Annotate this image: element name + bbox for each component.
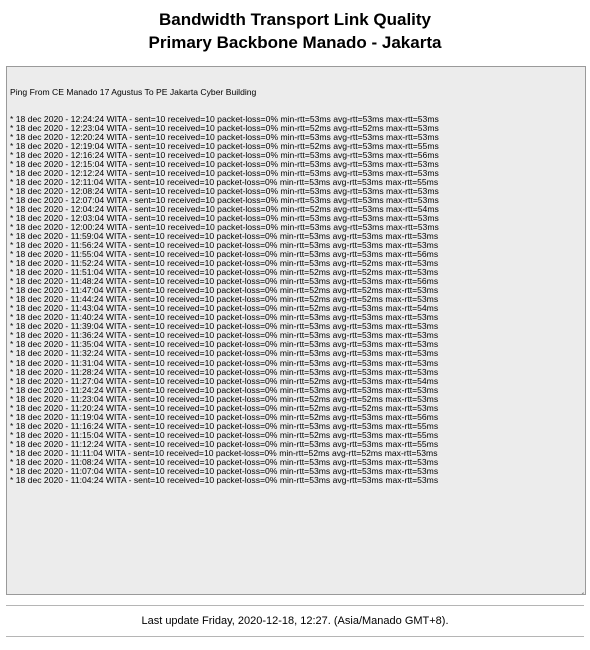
log-entry: * 18 dec 2020 - 11:51:04 WITA - sent=10 received=10 packet-loss=0% min-rtt=52ms avg-rtt=52ms max-rtt=53ms [10,267,439,278]
divider [6,605,584,607]
log-entry: * 18 dec 2020 - 11:32:24 WITA - sent=10 received=10 packet-loss=0% min-rtt=53ms avg-rtt=53ms max-rtt=53ms [10,348,439,359]
log-entry: * 18 dec 2020 - 11:40:24 WITA - sent=10 received=10 packet-loss=0% min-rtt=53ms avg-rtt=53ms max-rtt=53ms [10,312,439,323]
log-entry: * 18 dec 2020 - 11:36:24 WITA - sent=10 received=10 packet-loss=0% min-rtt=53ms avg-rtt=53ms max-rtt=53ms [10,330,439,341]
log-entry: * 18 dec 2020 - 11:47:04 WITA - sent=10 received=10 packet-loss=0% min-rtt=52ms avg-rtt=52ms max-rtt=53ms [10,285,439,296]
log-entry: * 18 dec 2020 - 11:55:04 WITA - sent=10 received=10 packet-loss=0% min-rtt=53ms avg-rtt=53ms max-rtt=56ms [10,249,439,260]
log-entry: * 18 dec 2020 - 11:07:04 WITA - sent=10 received=10 packet-loss=0% min-rtt=53ms avg-rtt=53ms max-rtt=53ms [10,465,439,476]
log-entry: * 18 dec 2020 - 12:23:04 WITA - sent=10 received=10 packet-loss=0% min-rtt=52ms avg-rtt=52ms max-rtt=53ms [10,123,439,134]
log-entry: * 18 dec 2020 - 11:52:24 WITA - sent=10 received=10 packet-loss=0% min-rtt=53ms avg-rtt=52ms max-rtt=53ms [10,258,439,269]
log-entry: * 18 dec 2020 - 11:16:24 WITA - sent=10 received=10 packet-loss=0% min-rtt=53ms avg-rtt=53ms max-rtt=55ms [10,420,439,431]
log-entry: * 18 dec 2020 - 12:00:24 WITA - sent=10 received=10 packet-loss=0% min-rtt=53ms avg-rtt=53ms max-rtt=53ms [10,222,439,233]
log-entry: * 18 dec 2020 - 12:04:24 WITA - sent=10 received=10 packet-loss=0% min-rtt=52ms avg-rtt=53ms max-rtt=54ms [10,204,439,215]
log-entry: * 18 dec 2020 - 11:19:04 WITA - sent=10 received=10 packet-loss=0% min-rtt=52ms avg-rtt=53ms max-rtt=56ms [10,411,439,422]
log-entry: * 18 dec 2020 - 11:20:24 WITA - sent=10 received=10 packet-loss=0% min-rtt=52ms avg-rtt=52ms max-rtt=53ms [10,402,439,413]
page-subtitle: Primary Backbone Manado - Jakarta [148,33,442,52]
divider [6,636,584,638]
log-entry: * 18 dec 2020 - 11:04:24 WITA - sent=10 received=10 packet-loss=0% min-rtt=53ms avg-rtt=53ms max-rtt=53ms [10,474,439,485]
log-entry: * 18 dec 2020 - 11:35:04 WITA - sent=10 received=10 packet-loss=0% min-rtt=53ms avg-rtt=53ms max-rtt=53ms [10,339,439,350]
log-entry: * 18 dec 2020 - 11:27:04 WITA - sent=10 received=10 packet-loss=0% min-rtt=52ms avg-rtt=53ms max-rtt=54ms [10,375,439,386]
log-entry: * 18 dec 2020 - 12:07:04 WITA - sent=10 received=10 packet-loss=0% min-rtt=53ms avg-rtt=53ms max-rtt=53ms [10,195,439,206]
log-entry: * 18 dec 2020 - 11:08:24 WITA - sent=10 received=10 packet-loss=0% min-rtt=53ms avg-rtt=53ms max-rtt=53ms [10,456,439,467]
log-entry: * 18 dec 2020 - 11:56:24 WITA - sent=10 received=10 packet-loss=0% min-rtt=53ms avg-rtt=53ms max-rtt=53ms [10,240,439,251]
log-entry: * 18 dec 2020 - 12:20:24 WITA - sent=10 received=10 packet-loss=0% min-rtt=53ms avg-rtt=53ms max-rtt=53ms [10,132,439,143]
log-entry: * 18 dec 2020 - 11:43:04 WITA - sent=10 received=10 packet-loss=0% min-rtt=52ms avg-rtt=53ms max-rtt=54ms [10,303,439,314]
log-entry: * 18 dec 2020 - 12:08:24 WITA - sent=10 received=10 packet-loss=0% min-rtt=53ms avg-rtt=53ms max-rtt=53ms [10,186,439,197]
log-entry: * 18 dec 2020 - 11:39:04 WITA - sent=10 received=10 packet-loss=0% min-rtt=53ms avg-rtt=53ms max-rtt=53ms [10,321,439,332]
log-entry: * 18 dec 2020 - 12:03:04 WITA - sent=10 received=10 packet-loss=0% min-rtt=53ms avg-rtt=53ms max-rtt=53ms [10,213,439,224]
log-entry: * 18 dec 2020 - 11:11:04 WITA - sent=10 received=10 packet-loss=0% min-rtt=52ms avg-rtt=52ms max-rtt=53ms [10,447,438,458]
log-entry: * 18 dec 2020 - 11:15:04 WITA - sent=10 received=10 packet-loss=0% min-rtt=52ms avg-rtt=53ms max-rtt=55ms [10,429,439,440]
resize-handle-icon[interactable] [576,585,584,593]
last-update-text: Last update Friday, 2020-12-18, 12:27. (Asia/Manado GMT+8). [141,615,449,627]
log-entry: * 18 dec 2020 - 12:11:04 WITA - sent=10 received=10 packet-loss=0% min-rtt=53ms avg-rtt=53ms max-rtt=55ms [10,177,439,188]
ping-log-content [10,70,570,485]
ping-log-textarea[interactable] [6,66,586,595]
log-entry: * 18 dec 2020 - 12:16:24 WITA - sent=10 received=10 packet-loss=0% min-rtt=53ms avg-rtt=53ms max-rtt=56ms [10,150,439,161]
log-entry: * 18 dec 2020 - 11:31:04 WITA - sent=10 received=10 packet-loss=0% min-rtt=53ms avg-rtt=53ms max-rtt=53ms [10,357,439,368]
log-entry: * 18 dec 2020 - 11:28:24 WITA - sent=10 received=10 packet-loss=0% min-rtt=53ms avg-rtt=53ms max-rtt=53ms [10,366,439,377]
log-entry: * 18 dec 2020 - 12:19:04 WITA - sent=10 received=10 packet-loss=0% min-rtt=52ms avg-rtt=53ms max-rtt=55ms [10,141,439,152]
log-entry: * 18 dec 2020 - 11:12:24 WITA - sent=10 received=10 packet-loss=0% min-rtt=53ms avg-rtt=53ms max-rtt=55ms [10,438,439,449]
log-entry: * 18 dec 2020 - 12:12:24 WITA - sent=10 received=10 packet-loss=0% min-rtt=53ms avg-rtt=53ms max-rtt=53ms [10,168,439,179]
log-entry: * 18 dec 2020 - 11:24:24 WITA - sent=10 received=10 packet-loss=0% min-rtt=53ms avg-rtt=53ms max-rtt=53ms [10,384,439,395]
ping-log-heading: Ping From CE Manado 17 Agustus To PE Jakarta Cyber Building [10,87,257,98]
log-entry: * 18 dec 2020 - 11:23:04 WITA - sent=10 received=10 packet-loss=0% min-rtt=52ms avg-rtt=52ms max-rtt=53ms [10,393,439,404]
log-entry: * 18 dec 2020 - 11:48:24 WITA - sent=10 received=10 packet-loss=0% min-rtt=53ms avg-rtt=53ms max-rtt=56ms [10,276,439,287]
log-entry: * 18 dec 2020 - 11:59:04 WITA - sent=10 received=10 packet-loss=0% min-rtt=53ms avg-rtt=53ms max-rtt=53ms [10,231,439,242]
log-entry: * 18 dec 2020 - 11:44:24 WITA - sent=10 received=10 packet-loss=0% min-rtt=52ms avg-rtt=52ms max-rtt=53ms [10,294,439,305]
log-entry: * 18 dec 2020 - 12:15:04 WITA - sent=10 received=10 packet-loss=0% min-rtt=53ms avg-rtt=53ms max-rtt=53ms [10,159,439,170]
page-title: Bandwidth Transport Link Quality [158,10,432,29]
log-entry: * 18 dec 2020 - 12:24:24 WITA - sent=10 received=10 packet-loss=0% min-rtt=53ms avg-rtt=53ms max-rtt=53ms [10,114,439,125]
